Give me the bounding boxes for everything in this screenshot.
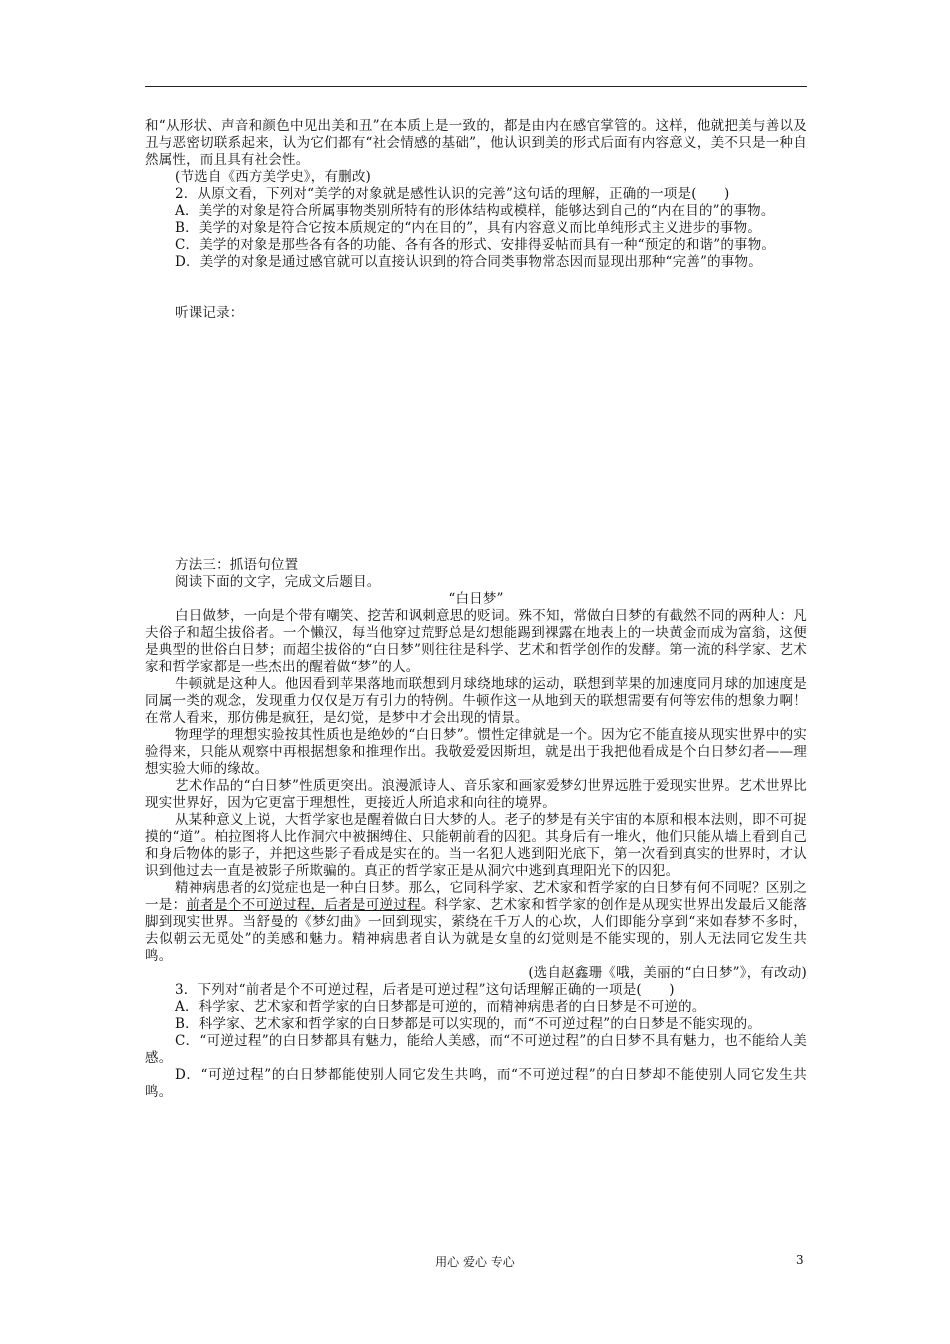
- reading-instruction: 阅读下面的文字，完成文后题目。: [175, 574, 381, 590]
- notes-label: 听课记录：: [175, 305, 244, 321]
- article-paragraph: 物理学的理想实验按其性质也是绝妙的“白日梦”。惯性定律就是一个。因为它不能直接从现实世界中的实验得来，只能从观察中再根据想象和推理作出。我敬爱爱因斯坦，就是出于我把他看成是个白日梦幻者——理想实验大师的缘故。: [145, 727, 807, 777]
- page-number: 3: [796, 1253, 804, 1267]
- q3-option-c: C．“可逆过程”的白日梦都具有魅力，能给人美感，而“不可逆过程”的白日梦不具有魅力，也不能给人美感。: [145, 1033, 807, 1066]
- page-content: [145, 118, 807, 1101]
- q2-option-c: C．美学的对象是那些各有各的功能、各有各的形式、安排得妥帖而具有一种“预定的和谐”的事物。: [175, 237, 776, 253]
- q3-option-b: B．科学家、艺术家和哲学家的白日梦都是可以实现的，而“不可逆过程”的白日梦是不能实现的。: [175, 1016, 762, 1032]
- method-heading: 方法三：抓语句位置: [175, 557, 299, 573]
- article-paragraph: 从某种意义上说，大哲学家也是醒着做白日大梦的人。老子的梦是有关宇宙的本原和根本法则，即不可捉摸的“道”。柏拉图将人比作洞穴中被捆缚住、只能朝前看的囚犯。其身后有一堆火，他们只能从墙上看到自己和身后物体的影子，并把这些影子看成是实在的。当一名犯人逃到阳光底下，第一次看到真实的世界时，才认识到他过去一直是被影子所欺骗的。真正的哲学家正是从洞穴中逃到真理阳光下的囚犯。: [145, 812, 807, 879]
- article-paragraph: 艺术作品的“白日梦”性质更突出。浪漫派诗人、音乐家和画家爱梦幻世界远胜于爱现实世界。艺术世界比现实世界好，因为它更富于理想性，更接近人所追求和向往的境界。: [145, 778, 807, 811]
- question-2: 2．从原文看，下列对“美学的对象就是感性认识的完善”这句话的理解，正确的一项是( ): [175, 186, 730, 202]
- q2-option-a: A．美学的对象是符合所属事物类别所特有的形体结构或模样，能够达到自己的“内在目的”的事物。: [175, 203, 775, 219]
- paragraph-text: 精神病患者的幻觉症也是一种白日梦。那么，它同科学家、艺术家和哲学家的白日梦有何不同呢？区别之一是：: [145, 880, 807, 913]
- header-rule: [145, 86, 807, 87]
- q2-option-b: B．美学的对象是符合它按本质规定的“内在目的”，具有内容意义而比单纯形式主义进步的事物。: [175, 220, 762, 236]
- q3-option-d: D．“可逆过程”的白日梦都能使别人同它发生共鸣，而“不可逆过程”的白日梦却不能使别人同它发生共鸣。: [145, 1067, 807, 1100]
- article-paragraph-6: [145, 880, 807, 965]
- q2-option-d: D．美学的对象是通过感官就可以直接认识到的符合同类事物常态因而显现出那种“完善”的事物。: [175, 254, 762, 270]
- article-paragraph: 牛顿就是这种人。他因看到苹果落地而联想到月球绕地球的运动，联想到苹果的加速度同月球的加速度是同属一类的观念，发现重力仅仅是万有引力的特例。牛顿作这一从地到天的联想需要有何等宏伟的想象力啊！在常人看来，那仿佛是疯狂，是幻觉，是梦中才会出现的情景。: [145, 676, 807, 726]
- paragraph-text: 。科学家、艺术家和哲学家的创作是从现实世界出发最后又能落脚到现实世界。当舒曼的《梦幻曲》一回到现实，萦绕在千万人的心坎，人们即能分享到“来如春梦不多时，去似朝云无觅处”的美感和魅力。精神病患者自认为就是女皇的幻觉则是不能实现的，别人无法同它发生共鸣。: [145, 897, 807, 964]
- question-3: 3．下列对“前者是个不可逆过程，后者是可逆过程”这句话理解正确的一项是( ): [175, 982, 675, 998]
- article-paragraph: 白日做梦，一向是个带有嘲笑、挖苦和讽刺意思的贬词。殊不知，常做白日梦的有截然不同的两种人：凡夫俗子和超尘拔俗者。一个懒汉，每当他穿过荒野总是幻想能踢到裸露在地表上的一块黄金而成为富翁，这便是典型的世俗白日梦；而超尘拔俗的“白日梦”则往往是科学、艺术和哲学创作的发酵。第一流的科学家、艺术家和哲学家都是一些杰出的醒着做“梦”的人。: [145, 608, 807, 675]
- article-source: (选自赵鑫珊《哦，美丽的“白日梦”》，有改动): [528, 965, 807, 981]
- source-citation: (节选自《西方美学史》，有删改): [175, 169, 371, 185]
- paragraph-continuation: 和“从形状、声音和颜色中见出美和丑”在本质上是一致的，都是由内在感官掌管的。这样，他就把美与善以及丑与恶密切联系起来，认为它们都有“社会情感的基础”，他认识到美的形式后面有内容意义，美不只是一种自然属性，而且具有社会性。: [145, 118, 807, 168]
- footer-slogan: 用心 爱心 专心: [435, 1255, 515, 1269]
- article-title: “白日梦”: [448, 591, 504, 607]
- underlined-sentence: 前者是个不可逆过程，后者是可逆过程: [186, 897, 421, 913]
- q3-option-a: A．科学家、艺术家和哲学家的白日梦都是可逆的，而精神病患者的白日梦是不可逆的。: [175, 999, 706, 1015]
